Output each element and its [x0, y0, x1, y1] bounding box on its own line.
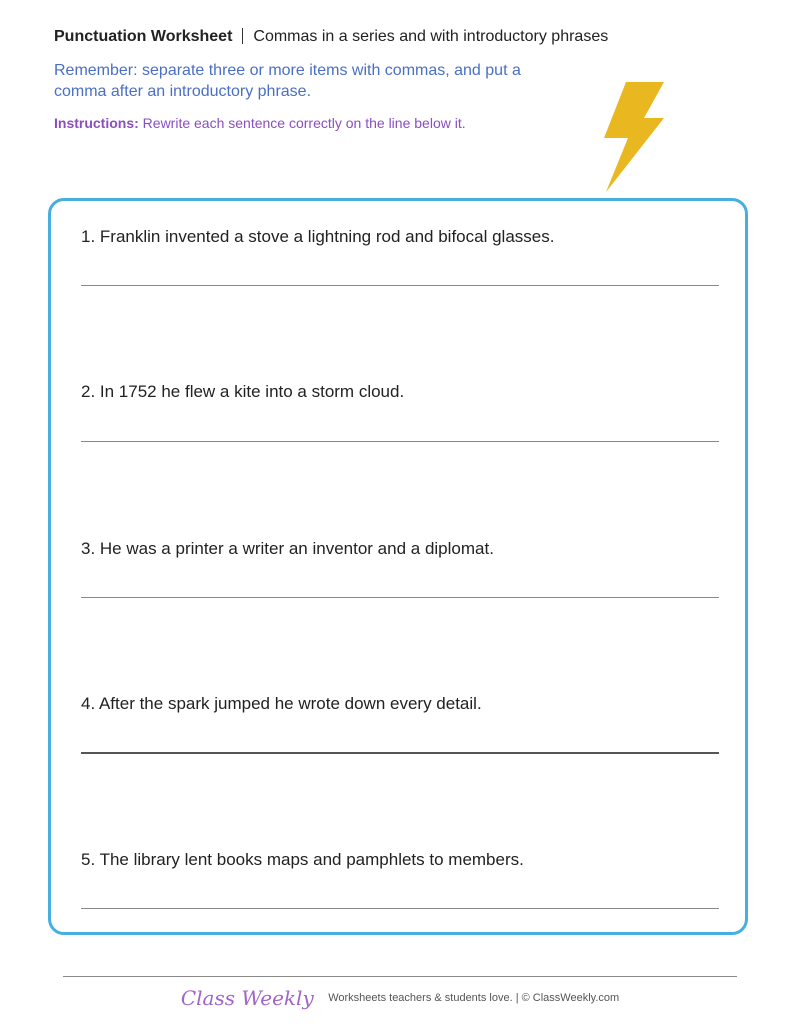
answer-line[interactable]: [81, 752, 719, 754]
question-text: 2. In 1752 he flew a kite into a storm cloud.: [81, 382, 405, 401]
question-text: 4. After the spark jumped he wrote down every detail.: [81, 694, 482, 713]
question-5: [81, 850, 721, 870]
worksheet-title: Punctuation Worksheet: [54, 28, 233, 45]
question-2: [81, 382, 721, 402]
worksheet-header: [54, 28, 608, 46]
answer-line[interactable]: [81, 597, 719, 598]
instructions-text: Rewrite each sentence correctly on the line below it.: [142, 115, 466, 131]
instructions-label: Instructions:: [54, 115, 139, 131]
header-divider: [242, 28, 243, 44]
question-4: [81, 694, 721, 714]
question-1: [81, 227, 721, 247]
lightning-bolt-icon: [598, 80, 668, 194]
answer-line[interactable]: [81, 285, 719, 286]
answer-line[interactable]: [81, 908, 719, 909]
question-text: 3. He was a printer a writer an inventor and a diplomat.: [81, 539, 494, 558]
reminder-text: Remember: separate three or more items with commas, and put a comma after an introductory phrase.: [54, 62, 521, 100]
questions-box: [48, 198, 748, 935]
question-text: 5. The library lent books maps and pamphlets to members.: [81, 850, 524, 869]
question-text: 1. Franklin invented a stove a lightning rod and bifocal glasses.: [81, 227, 555, 246]
instructions: [54, 115, 466, 131]
question-3: [81, 539, 721, 559]
worksheet-subtitle: Commas in a series and with introductory phrases: [253, 28, 609, 45]
answer-line[interactable]: [81, 441, 719, 442]
brand-logo: Class Weekly: [180, 986, 314, 1010]
footer: [0, 986, 800, 1010]
footer-tagline: Worksheets teachers & students love. | © ClassWeekly.com: [328, 992, 620, 1004]
footer-divider: [63, 976, 737, 977]
